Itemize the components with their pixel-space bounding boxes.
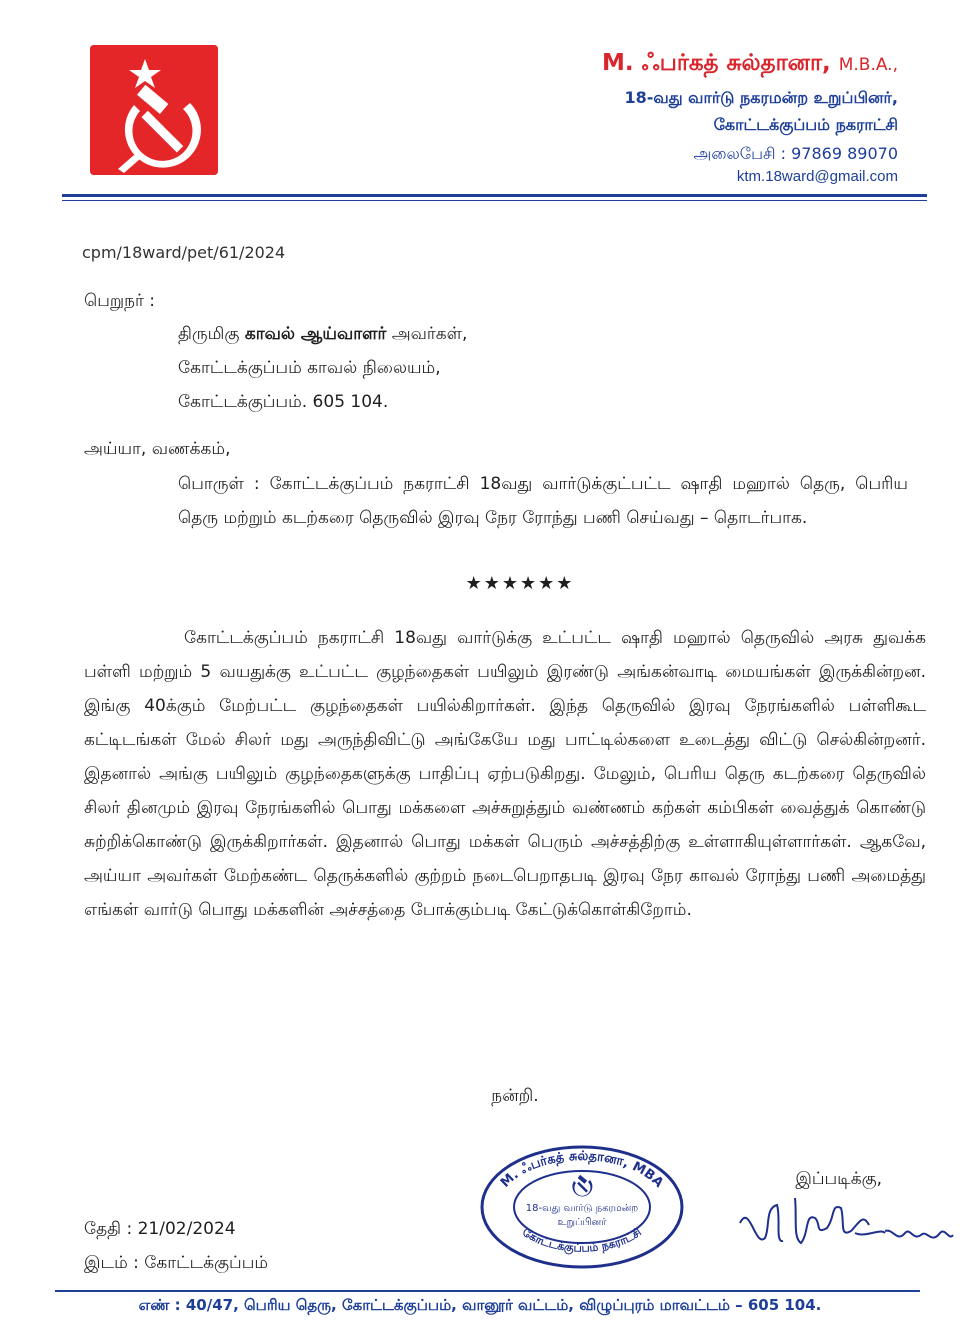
header-rule bbox=[62, 194, 927, 197]
municipality-name: கோட்டக்குப்பம் நகராட்சி bbox=[713, 115, 898, 134]
recipient-honorific: அவர்கள், bbox=[391, 324, 468, 344]
svg-text:M. ஃபர்கத் சுல்தானா, MBA bbox=[498, 1149, 666, 1191]
letter-body: கோட்டக்குப்பம் நகராட்சி 18வது வார்டுக்கு உட்பட்ட ஷாதி மஹால் தெருவில் அரசு துவக்க பள்ளி மற்றும் 5 வயதுக்கு உட்பட்ட குழந்தைகள் பயிலும் இரண்டு அங்கன்வாடி மையங்கள் இருக்கின்றன. இங்கு 40க்கும் மேற்பட்ட குழந்தைகள் பயில்கிறார்கள். இந்த தெருவில் இரவு நேரங்களில் பள்ளிகூட கட்டிடங்கள் மேல் சிலர் மது அருந்திவிட்டு அங்கேயே மது பாட்டில்களை உடைத்து விட்டு செல்கின்றனர். இதனால் அங்கு பயிலும் குழந்தைகளுக்கு பாதிப்பு ஏற்படுகிறது. மேலும், பெரிய தெரு கடற்கரை தெருவில் சிலர் தினமும் இரவு நேரங்களில் பொது மக்களை அச்சுறுத்தும் வண்ணம் கற்கள் கம்பிகள் வைத்துக் கொண்டு சுற்றிக்கொண்டு இருக்கிறார்கள். இதனால் பொது மக்கள் பெரும் அச்சத்திற்கு உள்ளாகியுள்ளார்கள். ஆகவே, அய்யா அவர்கள் மேற்கண்ட தெருக்களில் குற்றம் நடைபெறாதபடி இரவு நேர காவல் ரோந்து பணி அமைத்து எங்கள் வார்டு பொது மக்களின் அச்சத்தை போக்கும்படி கேட்டுக்கொள்கிறோம். bbox=[84, 628, 926, 920]
stamp-hammer-sickle-icon bbox=[572, 1175, 592, 1197]
recipient-label: பெறுநர் : bbox=[84, 291, 156, 311]
greeting: அய்யா, வணக்கம், bbox=[84, 439, 231, 459]
phone-number: அலைபேசி : 97869 89070 bbox=[693, 144, 898, 163]
recipient-line-1 bbox=[178, 317, 467, 351]
name-text: M. ஃபர்கத் சுல்தானா, bbox=[602, 50, 831, 76]
place-line: இடம் : கோட்டக்குப்பம் bbox=[84, 1253, 269, 1273]
email-address: ktm.18ward@gmail.com bbox=[736, 168, 898, 185]
councillor-role: 18-வது வார்டு நகரமன்ற உறுப்பினர், bbox=[624, 88, 898, 107]
signature bbox=[735, 1183, 955, 1263]
star-divider: ★★★★★★ bbox=[465, 573, 575, 594]
recipient-address bbox=[178, 317, 467, 419]
header-rule-thin bbox=[62, 200, 927, 201]
degree-text: M.B.A., bbox=[838, 55, 898, 75]
recipient-line-3: கோட்டக்குப்பம். 605 104. bbox=[178, 392, 389, 412]
stamp-inner-line-2: உறுப்பினர் bbox=[557, 1217, 607, 1228]
official-stamp bbox=[477, 1143, 687, 1271]
stamp-inner-line-1: 18-வது வார்டு நகரமன்ற bbox=[525, 1203, 639, 1214]
recipient-title: திருமிகு bbox=[178, 324, 240, 344]
footer-rule bbox=[55, 1290, 920, 1292]
subject-text: பொருள் : கோட்டக்குப்பம் நகராட்சி 18வது வார்டுக்குட்பட்ட ஷாதி மஹால் தெரு, பெரிய தெரு மற்றும் கடற்கரை தெருவில் இரவு நேர ரோந்து பணி செய்வது – தொடர்பாக. bbox=[178, 474, 908, 528]
footer-address: எண் : 40/47, பெரிய தெரு, கோட்டக்குப்பம், வானூர் வட்டம், விழுப்புரம் மாவட்டம் – 605 104. bbox=[138, 1296, 822, 1314]
stamp-bottom-text: கோட்டக்குப்பம் நகராட்சி bbox=[520, 1225, 644, 1255]
thanks-text: நன்றி. bbox=[491, 1086, 539, 1106]
date-line: தேதி : 21/02/2024 bbox=[84, 1219, 236, 1239]
hammer-sickle-icon bbox=[90, 45, 218, 175]
party-logo bbox=[90, 45, 218, 175]
svg-text:கோட்டக்குப்பம் நகராட்சி bbox=[520, 1226, 644, 1257]
closing-text: இப்படிக்கு, bbox=[795, 1169, 882, 1189]
stamp-outer-text: M. ஃபர்கத் சுல்தானா, MBA bbox=[497, 1148, 667, 1191]
councillor-name bbox=[602, 50, 898, 79]
recipient-line-2: கோட்டக்குப்பம் காவல் நிலையம், bbox=[178, 358, 441, 378]
recipient-designation: காவல் ஆய்வாளர் bbox=[244, 324, 387, 344]
reference-number: cpm/18ward/pet/61/2024 bbox=[82, 243, 286, 262]
